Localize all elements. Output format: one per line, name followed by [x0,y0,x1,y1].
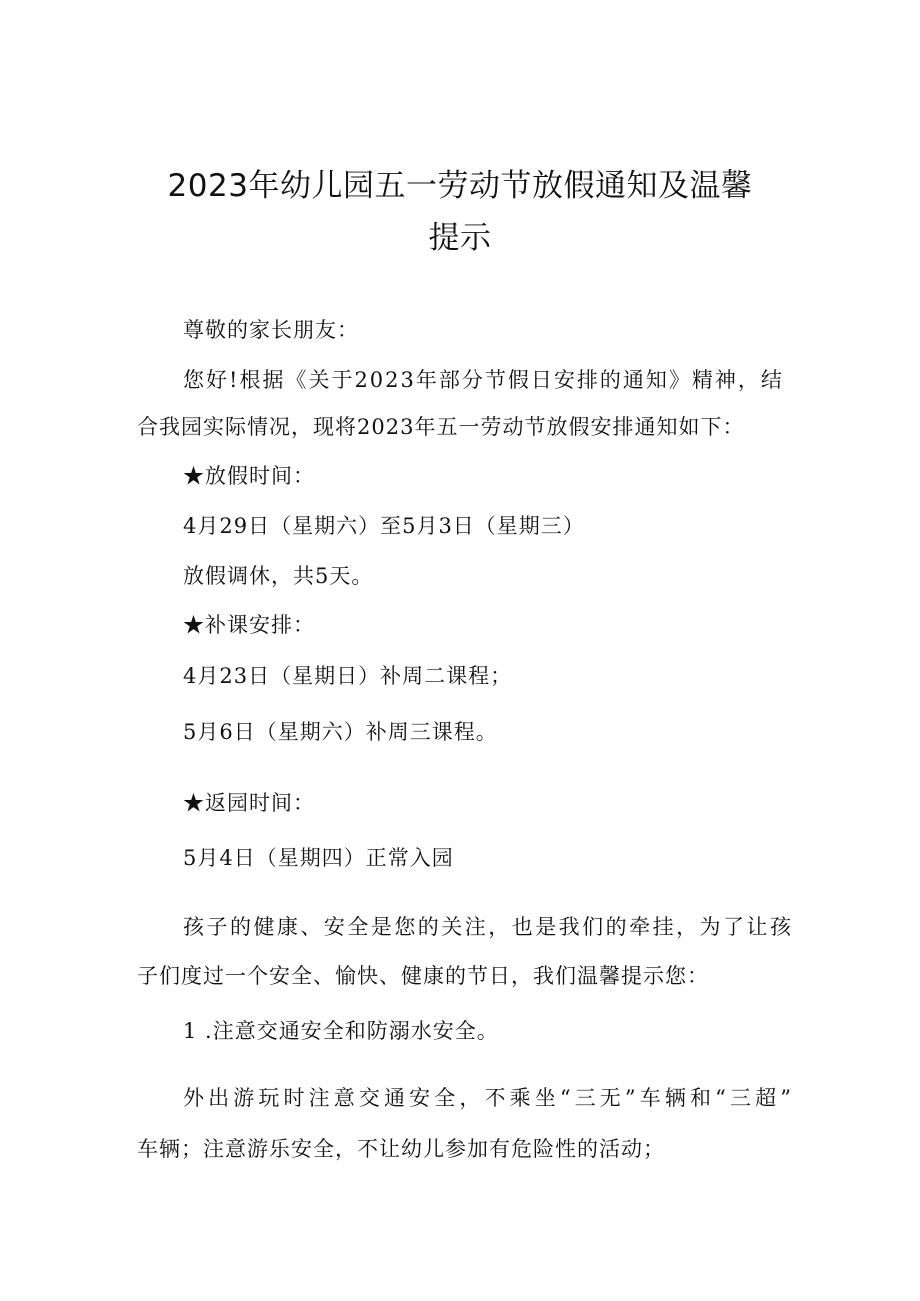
makeup-item-1: 4月23日（星期日）补周二课程； [183,664,513,688]
return-heading: ★返园时间： [183,791,315,815]
holiday-heading: ★放假时间： [183,464,315,488]
document-title [120,160,800,264]
title-line-1: 2023年幼儿园五一劳动节放假通知及温馨 [167,168,753,204]
intro-line-1: 您好!根据《关于2023年部分节假日安排的通知》精神，结 [183,368,784,392]
title-line-2: 提示 [428,220,492,256]
care-line-2: 子们度过一个安全、愉快、健康的节日，我们温馨提示您： [137,964,709,988]
care-line-1: 孩子的健康、安全是您的关注，也是我们的牵挂，为了让孩 [183,915,793,939]
tip-1-line-1: 外出游玩时注意交通安全，不乘坐“三无”车辆和“三超” [183,1086,793,1110]
tip-1-heading: 1 .注意交通安全和防溺水安全。 [183,1019,499,1043]
tip-1-line-2: 车辆；注意游乐安全，不让幼儿参加有危险性的活动； [137,1137,665,1161]
holiday-total: 放假调休，共5天。 [183,564,374,588]
holiday-dates: 4月29日（星期六）至5月3日（星期三） [183,514,585,538]
makeup-heading: ★补课安排： [183,613,315,637]
salutation: 尊敬的家长朋友： [183,318,359,342]
makeup-item-2: 5月6日（星期六）补周三课程。 [183,720,498,744]
intro-line-2: 合我园实际情况，现将2023年五一劳动节放假安排通知如下： [137,415,745,439]
return-date: 5月4日（星期四）正常入园 [183,846,454,870]
